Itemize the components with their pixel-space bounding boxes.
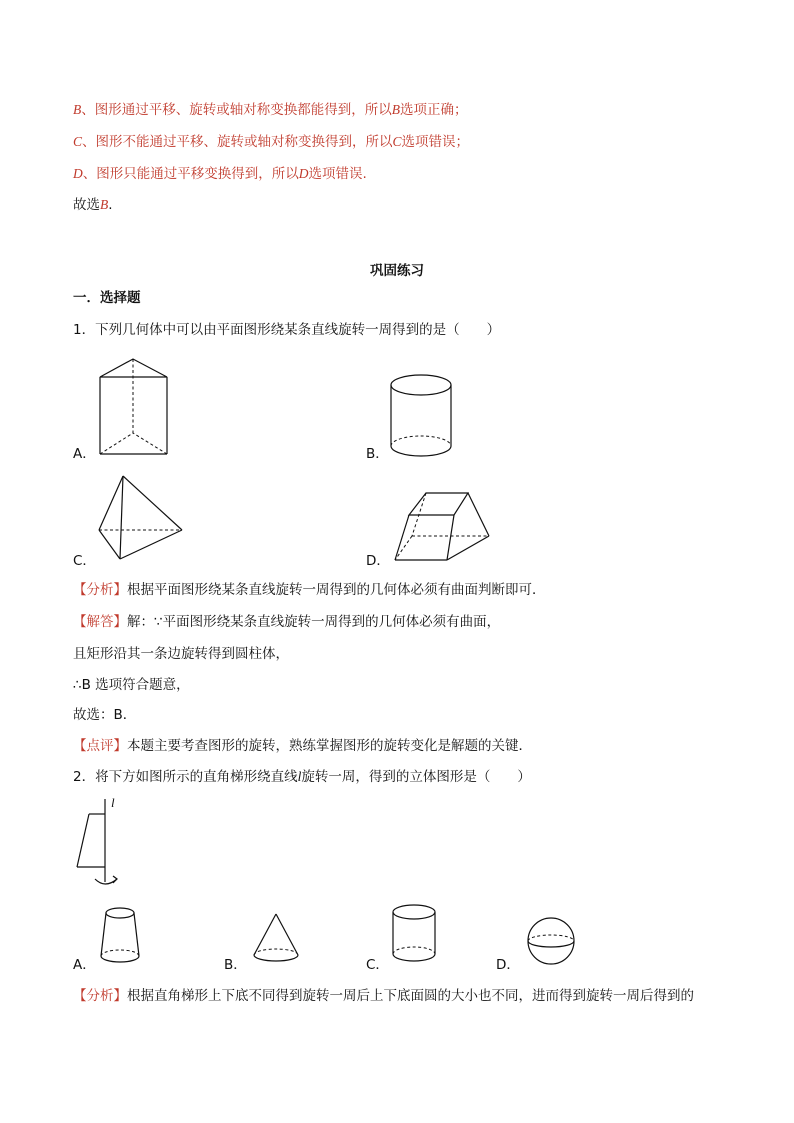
q2-trapezoid-figure [73,797,133,892]
prev-answer-line [73,196,113,214]
q1-option-b-label: B． [366,446,389,462]
section-title: 巩固练习 [370,263,424,279]
q2-cone-figure [251,912,303,964]
solution-text: 解：∵平面图形绕某条直线旋转一周得到的几何体必须有曲面， [127,614,501,630]
q1-cylinder-figure [388,372,458,460]
prev-answer-letter: B [100,197,109,212]
analysis-tag: 【分析】 [73,988,127,1004]
analysis-text: 根据平面图形绕某条直线旋转一周得到的几何体必须有曲面判断即可． [127,582,546,598]
q1-analysis [73,581,546,599]
q2-option-c-label: C． [366,957,389,973]
q1-stem: 1．下列几何体中可以由平面图形绕某条直线旋转一周得到的是（ ） [73,322,501,338]
prev-option-c-line [73,133,469,151]
q1-solution-line4: 故选：B． [73,707,137,723]
prev-option-text: 、图形不能通过平移、旋转或轴对称变换得到，所以 [82,134,393,150]
q2-option-d-label: D． [496,957,520,973]
prev-option-text: 、图形只能通过平移变换得到，所以 [82,166,299,182]
q2-stem [73,768,531,786]
prev-option-text: 选项错误. [308,166,367,182]
q2-option-a-label: A． [73,957,96,973]
q1-solution-line2: 且矩形沿其一条边旋转得到圆柱体， [73,646,289,662]
prev-option-b-line [73,101,468,119]
q2-cylinder-figure [391,903,441,967]
q1-option-c-label: C． [73,553,96,569]
q1-solution-line1 [73,613,500,631]
part-heading: 一．选择题 [73,290,141,306]
prev-option-letter: C [73,134,83,149]
q1-tetrahedron-figure [96,474,186,564]
analysis-tag: 【分析】 [73,582,127,598]
prev-option-text: 选项错误； [401,134,470,150]
comment-text: 本题主要考查图形的旋转，熟练掌握图形的旋转变化是解题的关键． [127,738,532,754]
q2-stem-text: 2．将下方如图所示的直角梯形绕直线 [73,769,298,785]
q2-sphere-figure [526,916,578,968]
q2-cone-frustum-figure [99,905,145,965]
prev-option-letter: B [391,102,400,117]
prev-option-text: 、图形通过平移、旋转或轴对称变换都能得到，所以 [81,102,392,118]
prev-answer-text: 故选 [73,197,100,213]
prev-option-text: 选项正确； [400,102,468,118]
q2-analysis [73,987,694,1005]
q2-stem-text: 旋转一周，得到的立体图形是（ ） [301,769,531,785]
q2-axis-label: l [111,795,115,810]
analysis-text: 根据直角梯形上下底不同得到旋转一周后上下底面圆的大小也不同，进而得到旋转一周后得到的 [127,988,694,1004]
solution-tag: 【解答】 [73,614,127,630]
prev-answer-end: . [108,197,113,213]
q1-frustum-figure [392,490,492,565]
prev-option-letter: D [73,166,83,181]
q1-solution-line3: ∴B 选项符合题意， [73,677,190,693]
q1-option-a-label: A． [73,446,96,462]
prev-option-letter: D [298,166,309,181]
prev-option-letter: B [73,102,82,117]
q1-option-d-label: D． [366,553,390,569]
prev-option-letter: C [392,134,402,149]
q2-option-b-label: B． [224,957,247,973]
prev-option-d-line [73,165,367,183]
comment-tag: 【点评】 [73,738,127,754]
q2-stem-var: l [297,769,302,784]
q1-prism-figure [96,356,171,458]
q1-comment [73,737,532,755]
